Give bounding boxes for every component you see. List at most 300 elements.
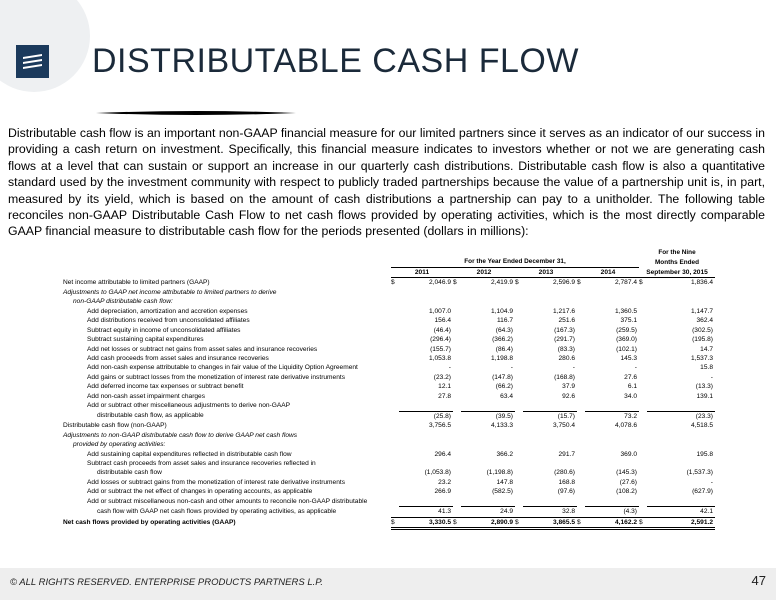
row-value: 1,053.8 — [429, 354, 451, 362]
table-row — [63, 507, 715, 517]
table-row — [63, 288, 715, 297]
dollar-sign — [577, 297, 585, 306]
row-value — [585, 401, 639, 411]
dollar-sign — [453, 382, 461, 391]
row-value: (66.2) — [495, 383, 513, 391]
row-value: (145.3) — [616, 469, 637, 477]
dollar-sign — [391, 288, 399, 297]
row-value: (366.2) — [492, 336, 513, 344]
row-value — [647, 401, 715, 411]
table-row — [63, 373, 715, 382]
row-value: (302.5) — [692, 326, 713, 334]
dollar-sign: $ — [391, 517, 399, 528]
dollar-sign — [391, 382, 399, 391]
row-value: (46.4) — [433, 326, 451, 334]
row-value — [523, 459, 577, 468]
dollar-sign — [453, 354, 461, 363]
dollar-sign — [515, 497, 523, 507]
dollar-sign — [391, 450, 399, 459]
row-value: (168.8) — [554, 373, 575, 381]
dollar-sign — [391, 326, 399, 335]
dollar-sign — [453, 421, 461, 430]
row-value: 34.0 — [624, 392, 637, 400]
dollar-sign — [515, 363, 523, 372]
dollar-sign — [515, 478, 523, 487]
row-value: 14.7 — [700, 345, 713, 353]
row-value — [399, 297, 453, 306]
dollar-sign — [391, 487, 399, 496]
row-value: (97.6) — [557, 488, 575, 496]
dollar-sign — [639, 440, 647, 449]
row-value — [585, 431, 639, 440]
dollar-sign — [453, 459, 461, 468]
row-label: Add or subtract miscellaneous non-cash and other amounts to reconcile non-GAAP distributable — [87, 498, 368, 505]
row-value: 1,104.9 — [491, 307, 513, 315]
dollar-sign — [515, 459, 523, 468]
row-value: 4,078.6 — [615, 422, 637, 430]
year-period-header: For the Year Ended December 31, — [391, 257, 639, 267]
row-label: Net income attributable to limited partners (GAAP) — [63, 279, 210, 287]
dollar-sign — [639, 431, 647, 440]
table-row — [63, 459, 715, 468]
table-row — [63, 517, 715, 528]
row-value: - — [710, 478, 713, 486]
row-value: 139.1 — [696, 392, 713, 400]
dollar-sign — [515, 392, 523, 401]
row-label: Add or subtract the net effect of changes in operating accounts, as applicable — [87, 488, 313, 496]
row-value: 1,147.7 — [691, 307, 713, 315]
row-label: Add distributions received from unconsolidated affiliates — [87, 317, 250, 325]
dollar-sign — [391, 421, 399, 430]
row-value: 32.8 — [523, 507, 577, 517]
row-label: Subtract cash proceeds from asset sales and insurance recoveries reflected in — [87, 459, 316, 467]
dollar-sign — [453, 487, 461, 496]
row-value: 145.3 — [620, 354, 637, 362]
row-label: distributable cash flow — [97, 469, 162, 477]
title-underline-swoosh — [96, 108, 296, 118]
dollar-sign — [391, 478, 399, 487]
row-label: provided by operating activities: — [73, 441, 166, 449]
row-value — [523, 431, 577, 440]
row-label: non-GAAP distributable cash flow: — [73, 298, 173, 306]
dollar-sign — [639, 316, 647, 325]
dollar-sign — [577, 326, 585, 335]
row-value: 3,750.4 — [553, 422, 575, 430]
dollar-sign — [453, 316, 461, 325]
row-value: (23.2) — [433, 373, 451, 381]
row-value — [585, 288, 639, 297]
dollar-sign: $ — [639, 517, 647, 528]
row-value: 116.7 — [496, 317, 513, 325]
row-value: 4,162.2 — [585, 517, 639, 528]
row-value: 6.1 — [627, 383, 637, 391]
row-label: Add losses or subtract gains from the monetization of interest rate derivative instruments — [87, 478, 346, 486]
dollar-sign — [391, 497, 399, 507]
row-value: 63.4 — [500, 392, 513, 400]
table-row — [63, 421, 715, 430]
dollar-sign — [515, 401, 523, 411]
dollar-sign — [639, 478, 647, 487]
row-value: 4,133.3 — [491, 422, 513, 430]
dollar-sign — [515, 382, 523, 391]
dollar-sign — [577, 345, 585, 354]
dollar-sign — [639, 487, 647, 496]
dollar-sign — [453, 431, 461, 440]
dollar-sign — [639, 288, 647, 297]
enterprise-logo-icon — [16, 45, 49, 78]
row-value — [647, 431, 715, 440]
dollar-sign — [515, 487, 523, 496]
row-value: - — [634, 364, 637, 372]
intro-paragraph: Distributable cash flow is an important non-GAAP financial measure for our limited partners since it serves as an indicator of our success in providing a cash return on investment. Specifically, this financial measure indicates to investors whether or not we are generating cash flows at a level that can sustain or support an increase in our quarterly cash distributions. Distributable cash flow is also a quantitative standard used by the investment community with respect to publicly traded partnerships because the value of a partnership unit is, in part, measured by its yield, which is based on the amount of cash distributions a partnership can pay to a unitholder. The following table reconciles non-GAAP Distributable Cash Flow to net cash flows provided by operating activities, which is the most directly comparable GAAP financial measure to distributable cash flow for the periods presented (dollars in millions): — [8, 126, 765, 239]
row-value — [585, 297, 639, 306]
row-value: (582.5) — [492, 488, 513, 496]
row-value: 2,787.4 — [615, 279, 637, 287]
row-label: Add or subtract other miscellaneous adjustments to derive non-GAAP — [87, 402, 291, 410]
dollar-sign — [515, 468, 523, 477]
row-label: Net cash flows provided by operating activities (GAAP) — [63, 519, 236, 527]
row-value — [461, 431, 515, 440]
row-value: - — [510, 364, 513, 372]
dollar-sign — [453, 411, 461, 421]
dollar-sign — [391, 373, 399, 382]
row-value: 195.8 — [696, 450, 713, 458]
row-value: (23.3) — [647, 411, 715, 421]
nine-months-header-line2: Months Ended — [654, 258, 700, 266]
dollar-sign — [515, 297, 523, 306]
dollar-sign — [391, 354, 399, 363]
row-value: 37.9 — [562, 383, 575, 391]
row-value: 147.8 — [496, 478, 513, 486]
row-value: - — [448, 364, 451, 372]
row-value: (147.8) — [492, 373, 513, 381]
dollar-sign — [577, 335, 585, 344]
dollar-sign — [577, 468, 585, 477]
row-label: Subtract sustaining capital expenditures — [87, 336, 204, 344]
row-value — [399, 440, 453, 449]
row-value: 4,518.5 — [691, 422, 713, 430]
row-value: (1,198.8) — [486, 469, 513, 477]
dollar-sign — [577, 382, 585, 391]
cash-flow-table — [63, 248, 715, 530]
table-header-row-2 — [63, 257, 715, 267]
dollar-sign — [639, 373, 647, 382]
row-label: Distributable cash flow (non-GAAP) — [63, 422, 167, 430]
table-row — [63, 450, 715, 459]
dollar-sign — [515, 411, 523, 421]
dollar-sign — [453, 307, 461, 316]
table-row — [63, 326, 715, 335]
dollar-sign — [391, 507, 399, 517]
year-header: 2013 — [515, 267, 577, 277]
row-value — [461, 297, 515, 306]
dollar-sign — [515, 354, 523, 363]
footer-bar — [0, 568, 776, 600]
dollar-sign — [639, 401, 647, 411]
dollar-sign — [577, 373, 585, 382]
dollar-sign — [577, 288, 585, 297]
row-label: Subtract equity in income of unconsolidated affiliates — [87, 326, 241, 334]
year-header: 2014 — [577, 267, 639, 277]
row-value — [461, 440, 515, 449]
dollar-sign — [453, 335, 461, 344]
dollar-sign — [639, 459, 647, 468]
row-value: 12.1 — [438, 383, 451, 391]
row-label: Adjustments to GAAP net income attributable to limited partners to derive — [63, 288, 277, 296]
table-header-row-1 — [63, 248, 715, 257]
dollar-sign — [391, 392, 399, 401]
dollar-sign — [639, 450, 647, 459]
row-value — [647, 297, 715, 306]
row-value: 296.4 — [434, 450, 451, 458]
row-value: 73.2 — [585, 411, 639, 421]
row-label: Add cash proceeds from asset sales and insurance recoveries — [87, 354, 269, 362]
row-value: 366.2 — [496, 450, 513, 458]
dollar-sign — [515, 335, 523, 344]
dollar-sign — [639, 345, 647, 354]
dollar-sign — [515, 288, 523, 297]
table-row — [63, 354, 715, 363]
row-value — [399, 288, 453, 297]
copyright-notice: © ALL RIGHTS RESERVED. ENTERPRISE PRODUCTS PARTNERS L.P. — [10, 577, 324, 588]
dollar-sign — [453, 450, 461, 459]
dollar-sign — [577, 440, 585, 449]
dollar-sign — [639, 335, 647, 344]
row-value: (25.8) — [399, 411, 453, 421]
dollar-sign: $ — [577, 517, 585, 528]
dollar-sign — [391, 401, 399, 411]
row-value: 42.1 — [647, 507, 715, 517]
table-row — [63, 392, 715, 401]
dollar-sign — [577, 354, 585, 363]
dollar-sign — [391, 411, 399, 421]
dollar-sign — [639, 507, 647, 517]
row-value: 1,537.3 — [691, 354, 713, 362]
dollar-sign — [453, 497, 461, 507]
row-value — [399, 431, 453, 440]
row-value — [399, 401, 453, 411]
row-value: (83.3) — [557, 345, 575, 353]
row-label: Add gains or subtract losses from the monetization of interest rate derivative instruments — [87, 373, 346, 381]
row-value: (1,053.8) — [424, 469, 451, 477]
table-row — [63, 363, 715, 372]
row-value: 1,007.0 — [429, 307, 451, 315]
row-value: 92.6 — [562, 392, 575, 400]
row-value: (64.3) — [495, 326, 513, 334]
row-label: cash flow with GAAP net cash flows provided by operating activities, as applicable — [97, 508, 337, 516]
dollar-sign — [453, 440, 461, 449]
table-row — [63, 411, 715, 421]
dollar-sign: $ — [453, 517, 461, 528]
dollar-sign — [453, 288, 461, 297]
row-label: Add sustaining capital expenditures reflected in distributable cash flow — [87, 450, 292, 458]
dollar-sign — [391, 440, 399, 449]
table-row — [63, 497, 715, 507]
row-value: 280.6 — [558, 354, 575, 362]
table-row — [63, 431, 715, 440]
dollar-sign — [577, 507, 585, 517]
row-value — [647, 288, 715, 297]
row-value: 2,591.2 — [647, 517, 715, 528]
row-value — [585, 497, 639, 507]
row-value: 251.6 — [558, 317, 575, 325]
row-value: 2,596.9 — [553, 279, 575, 287]
row-value: (108.2) — [616, 488, 637, 496]
row-value — [523, 401, 577, 411]
row-value: (291.7) — [554, 336, 575, 344]
dollar-sign — [515, 421, 523, 430]
row-value: 3,756.5 — [429, 422, 451, 430]
row-value: 168.8 — [558, 478, 575, 486]
dollar-sign — [639, 392, 647, 401]
row-value: 266.9 — [434, 488, 451, 496]
dollar-sign — [639, 363, 647, 372]
dollar-sign — [391, 297, 399, 306]
row-value: 15.8 — [700, 364, 713, 372]
dollar-sign — [577, 307, 585, 316]
page-number: 47 — [751, 573, 766, 588]
row-value: 27.6 — [624, 373, 637, 381]
row-value — [585, 459, 639, 468]
dollar-sign — [639, 382, 647, 391]
table-row — [63, 335, 715, 344]
dollar-sign — [453, 401, 461, 411]
dollar-sign — [391, 316, 399, 325]
dollar-sign — [577, 497, 585, 507]
dollar-sign — [515, 345, 523, 354]
row-value: (13.3) — [695, 383, 713, 391]
dollar-sign — [453, 326, 461, 335]
table-row — [63, 401, 715, 411]
row-label: Add non-cash expense attributable to changes in fair value of the Liquidity Option Agreement — [87, 364, 358, 372]
row-value — [399, 497, 453, 507]
table-row — [63, 278, 715, 288]
dollar-sign: $ — [577, 279, 581, 287]
dollar-sign — [391, 459, 399, 468]
dollar-sign — [577, 363, 585, 372]
dollar-sign — [639, 326, 647, 335]
dollar-sign — [391, 431, 399, 440]
row-value: 1,360.5 — [615, 307, 637, 315]
row-value — [461, 401, 515, 411]
dollar-sign — [639, 497, 647, 507]
dollar-sign — [453, 392, 461, 401]
table-row — [63, 345, 715, 354]
row-value: 2,419.9 — [491, 279, 513, 287]
dollar-sign — [577, 487, 585, 496]
row-value — [461, 288, 515, 297]
dollar-sign — [515, 373, 523, 382]
row-value: 1,836.4 — [691, 279, 713, 287]
row-value: 2,890.9 — [461, 517, 515, 528]
row-value: - — [710, 373, 713, 381]
row-value: 156.4 — [434, 317, 451, 325]
dollar-sign — [577, 421, 585, 430]
row-value: 369.0 — [620, 450, 637, 458]
row-value — [461, 497, 515, 507]
dollar-sign: $ — [515, 279, 519, 287]
dollar-sign — [639, 307, 647, 316]
row-value: 3,865.5 — [523, 517, 577, 528]
dollar-sign — [515, 440, 523, 449]
dollar-sign — [453, 507, 461, 517]
row-value: (15.7) — [523, 411, 577, 421]
row-label: Adjustments to non-GAAP distributable cash flow to derive GAAP net cash flows — [63, 431, 298, 439]
table-row — [63, 478, 715, 487]
row-value: 41.3 — [399, 507, 453, 517]
row-value: (627.9) — [692, 488, 713, 496]
row-value: (86.4) — [495, 345, 513, 353]
nine-months-header-line3: September 30, 2015 — [639, 267, 715, 277]
year-header: 2011 — [391, 267, 453, 277]
table-row — [63, 487, 715, 496]
dollar-sign — [453, 363, 461, 372]
dollar-sign: $ — [639, 279, 643, 287]
table-row — [63, 468, 715, 477]
row-value: 375.1 — [620, 317, 637, 325]
row-value: 1,217.6 — [553, 307, 575, 315]
dollar-sign — [391, 307, 399, 316]
dollar-sign — [639, 468, 647, 477]
row-value — [523, 440, 577, 449]
row-value — [585, 440, 639, 449]
row-value: (296.4) — [430, 336, 451, 344]
dollar-sign — [639, 297, 647, 306]
row-label: Add non-cash asset impairment charges — [87, 392, 206, 400]
nine-months-header-line1: For the Nine — [658, 249, 696, 256]
year-header: 2012 — [453, 267, 515, 277]
row-value: (39.5) — [461, 411, 515, 421]
row-value — [647, 497, 715, 507]
dollar-sign: $ — [515, 517, 523, 528]
row-label: distributable cash flow, as applicable — [97, 412, 204, 420]
row-label: Add deferred income tax expenses or subtract benefit — [87, 383, 244, 391]
dollar-sign — [577, 392, 585, 401]
row-value — [399, 459, 453, 468]
row-value: (155.7) — [430, 345, 451, 353]
row-value: 27.8 — [438, 392, 451, 400]
row-value: 291.7 — [558, 450, 575, 458]
row-value — [461, 459, 515, 468]
dollar-sign — [577, 431, 585, 440]
dollar-sign — [577, 401, 585, 411]
table-row — [63, 307, 715, 316]
dollar-sign — [391, 335, 399, 344]
dollar-sign — [453, 468, 461, 477]
row-value: 1,198.8 — [491, 354, 513, 362]
table-row — [63, 382, 715, 391]
dollar-sign — [515, 326, 523, 335]
dollar-sign — [577, 478, 585, 487]
dollar-sign — [577, 411, 585, 421]
row-value: (259.5) — [616, 326, 637, 334]
dollar-sign: $ — [391, 279, 395, 287]
dollar-sign — [453, 345, 461, 354]
row-value: 3,330.5 — [399, 517, 453, 528]
dollar-sign — [639, 421, 647, 430]
row-value: 2,046.9 — [429, 279, 451, 287]
dollar-sign — [453, 297, 461, 306]
dollar-sign — [515, 450, 523, 459]
dollar-sign — [515, 307, 523, 316]
row-value — [647, 459, 715, 468]
row-value: 23.2 — [438, 478, 451, 486]
row-value: (280.6) — [554, 469, 575, 477]
dollar-sign — [515, 507, 523, 517]
row-value: (167.3) — [554, 326, 575, 334]
table-year-row — [63, 267, 715, 277]
dollar-sign — [639, 354, 647, 363]
